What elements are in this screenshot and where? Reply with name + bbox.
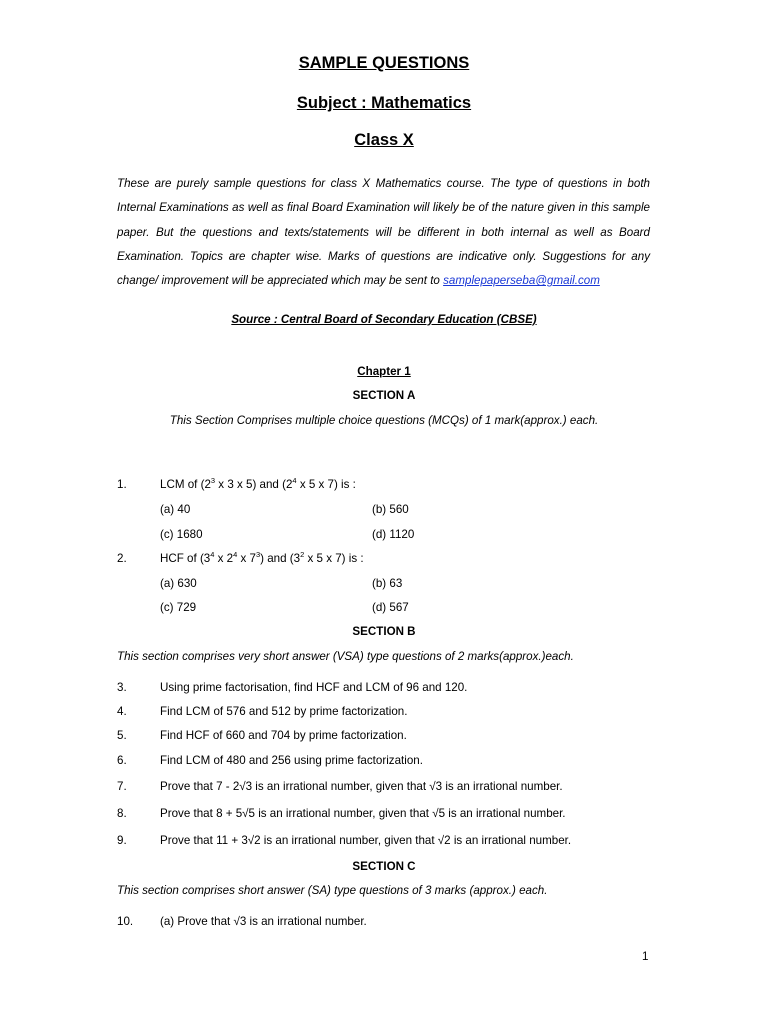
section-b-note: This section comprises very short answer (VSA) type questions of 2 marks(approx.)each. — [117, 650, 574, 663]
question-text: Find LCM of 480 and 256 using prime factorization. — [160, 754, 423, 767]
question-number: 6. — [117, 754, 127, 767]
intro-text: These are purely sample questions for class X Mathematics course. The type of questions in both Internal Examinations as well as final Board Examination will likely be of the nature given in this sample paper. But the questions and texts/statements will be different in both internal as well as Board Examination. Topics are chapter wise. Marks of questions are indicative only. Suggestions for any change/ improvement will be appreciated which may be sent to — [117, 177, 650, 288]
question-number: 1. — [117, 478, 127, 491]
option-a: (a) 630 — [160, 577, 197, 590]
section-a-note: This Section Comprises multiple choice questions (MCQs) of 1 mark(approx.) each. — [169, 414, 599, 427]
question-text: HCF of ($3^4$ x $2^4$ x $7^3$) and ($3^2$ x 5 x 7) is : — [160, 550, 364, 565]
option-c: (c) 729 — [160, 601, 197, 614]
question-text: Prove that 8 + 5√5 is an irrational number, given that √5 is an irrational number. — [160, 807, 566, 820]
option-c: (c) 1680 — [160, 528, 203, 541]
question-text: Prove that 11 + 3√2 is an irrational number, given that √2 is an irrational number. — [160, 834, 572, 847]
question-text: Find HCF of 660 and 704 by prime factorization. — [160, 729, 407, 742]
section-a-heading: SECTION A — [352, 389, 416, 402]
question-number: 2. — [117, 552, 127, 565]
question-number: 9. — [117, 834, 127, 847]
section-c-heading: SECTION C — [352, 860, 416, 873]
question-number: 3. — [117, 681, 127, 694]
option-b: (b) 63 — [372, 577, 403, 590]
source-line: Source : Central Board of Secondary Education (CBSE) — [231, 313, 537, 326]
option-d: (d) 567 — [372, 601, 409, 614]
class-heading: Class X — [354, 131, 414, 149]
question-text: (a) Prove that √3 is an irrational number. — [160, 915, 367, 928]
question-number: 8. — [117, 807, 127, 820]
chapter-heading: Chapter 1 — [357, 365, 411, 378]
question-number: 4. — [117, 705, 127, 718]
option-b: (b) 560 — [372, 503, 409, 516]
question-text: Find LCM of 576 and 512 by prime factorization. — [160, 705, 408, 718]
email-link[interactable]: samplepaperseba@gmail.com — [443, 274, 600, 288]
question-text: Prove that 7 - 2√3 is an irrational number, given that √3 is an irrational number. — [160, 780, 563, 793]
option-d: (d) 1120 — [372, 528, 415, 541]
page-number: 1 — [642, 950, 649, 963]
option-a: (a) 40 — [160, 503, 191, 516]
question-text: LCM of ($2^3$ x 3 x 5) and ($2^4$ x 5 x 7) is : — [160, 476, 356, 491]
question-number: 10. — [117, 915, 134, 928]
question-number: 5. — [117, 729, 127, 742]
section-b-heading: SECTION B — [352, 625, 416, 638]
question-number: 7. — [117, 780, 127, 793]
intro-paragraph — [117, 172, 650, 293]
section-c-note: This section comprises short answer (SA) type questions of 3 marks (approx.) each. — [117, 884, 548, 897]
question-text: Using prime factorisation, find HCF and LCM of 96 and 120. — [160, 681, 468, 694]
subject-heading: Subject : Mathematics — [296, 94, 472, 112]
document-title: SAMPLE QUESTIONS — [298, 54, 470, 72]
